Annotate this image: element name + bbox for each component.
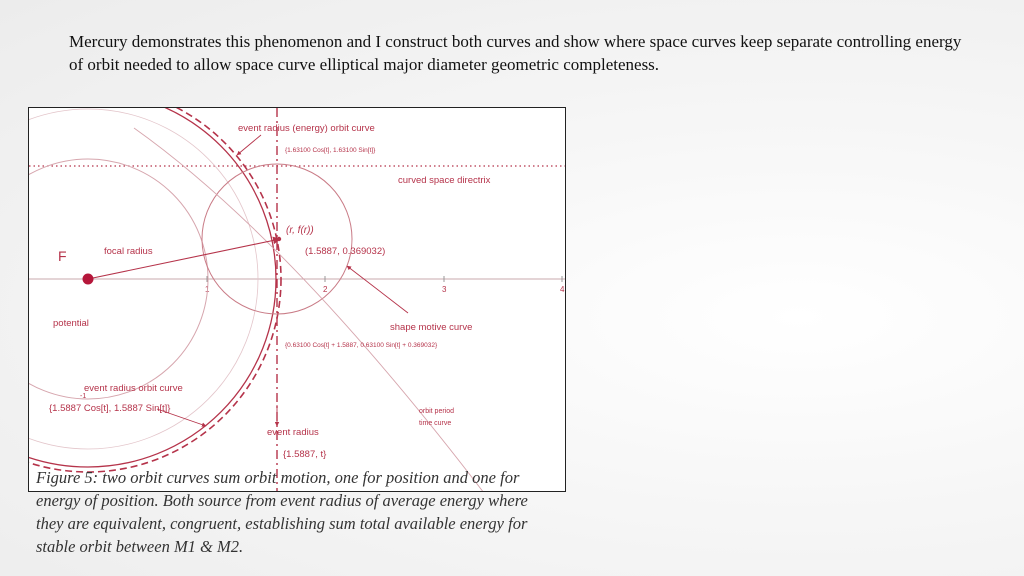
energy-curve-label: event radius (energy) orbit curve (238, 123, 375, 134)
tick-label: 2 (323, 285, 328, 294)
page-heading: Mercury demonstrates this phenomenon and I construct both curves and show where space curves keep separate controlling energy of orbit needed to allow space curve elliptical major diameter geometric completeness. (69, 32, 962, 74)
point-label: (r, f(r)) (286, 225, 314, 236)
shape-motive-formula: {0.63100 Cos[t] + 1.5887, 0.63100 Sin[t] + 0.369032} (285, 342, 438, 349)
figure-caption: Figure 5: two orbit curves sum orbit motion, one for position and one for energy of position. Both source from event radius of average energy where they are equivalent, congruent, establishing sum total available energy for stable orbit between M1 & M2. (36, 468, 528, 556)
potential-label: potential (53, 318, 89, 329)
event-radius-label: event radius (267, 427, 319, 438)
energy-curve-formula: {1.63100 Cos[t], 1.63100 Sin[t]} (285, 147, 376, 154)
point-coords: (1.5887, 0.369032) (305, 246, 386, 257)
orbit-point (277, 237, 281, 241)
energy-curve-arrow (237, 135, 261, 155)
energy-orbit-curve (29, 108, 281, 472)
focus-label: F (58, 248, 67, 264)
orbit-diagram (28, 107, 566, 492)
shape-motive-arrow (347, 266, 408, 313)
focal-radius-arrow (88, 239, 280, 279)
tick-label: -1 (80, 393, 87, 400)
focal-radius-label: focal radius (104, 246, 153, 257)
focus-point (83, 274, 94, 285)
orbit-period-label: orbit period (419, 408, 455, 415)
event-radius-formula: {1.5887, t} (283, 449, 327, 460)
tick-label: 1 (205, 285, 210, 294)
shape-motive-label: shape motive curve (390, 322, 473, 333)
time-curve-label: time curve (419, 420, 452, 427)
directrix-label: curved space directrix (398, 175, 491, 186)
orbit-curve-formula: {1.5887 Cos[t], 1.5887 Sin[t]} (49, 403, 171, 414)
orbit-diagram-svg (29, 108, 566, 492)
tick-label: 4 (560, 285, 565, 294)
tick-label: 3 (442, 285, 447, 294)
orbit-curve-label: event radius orbit curve (84, 383, 183, 394)
